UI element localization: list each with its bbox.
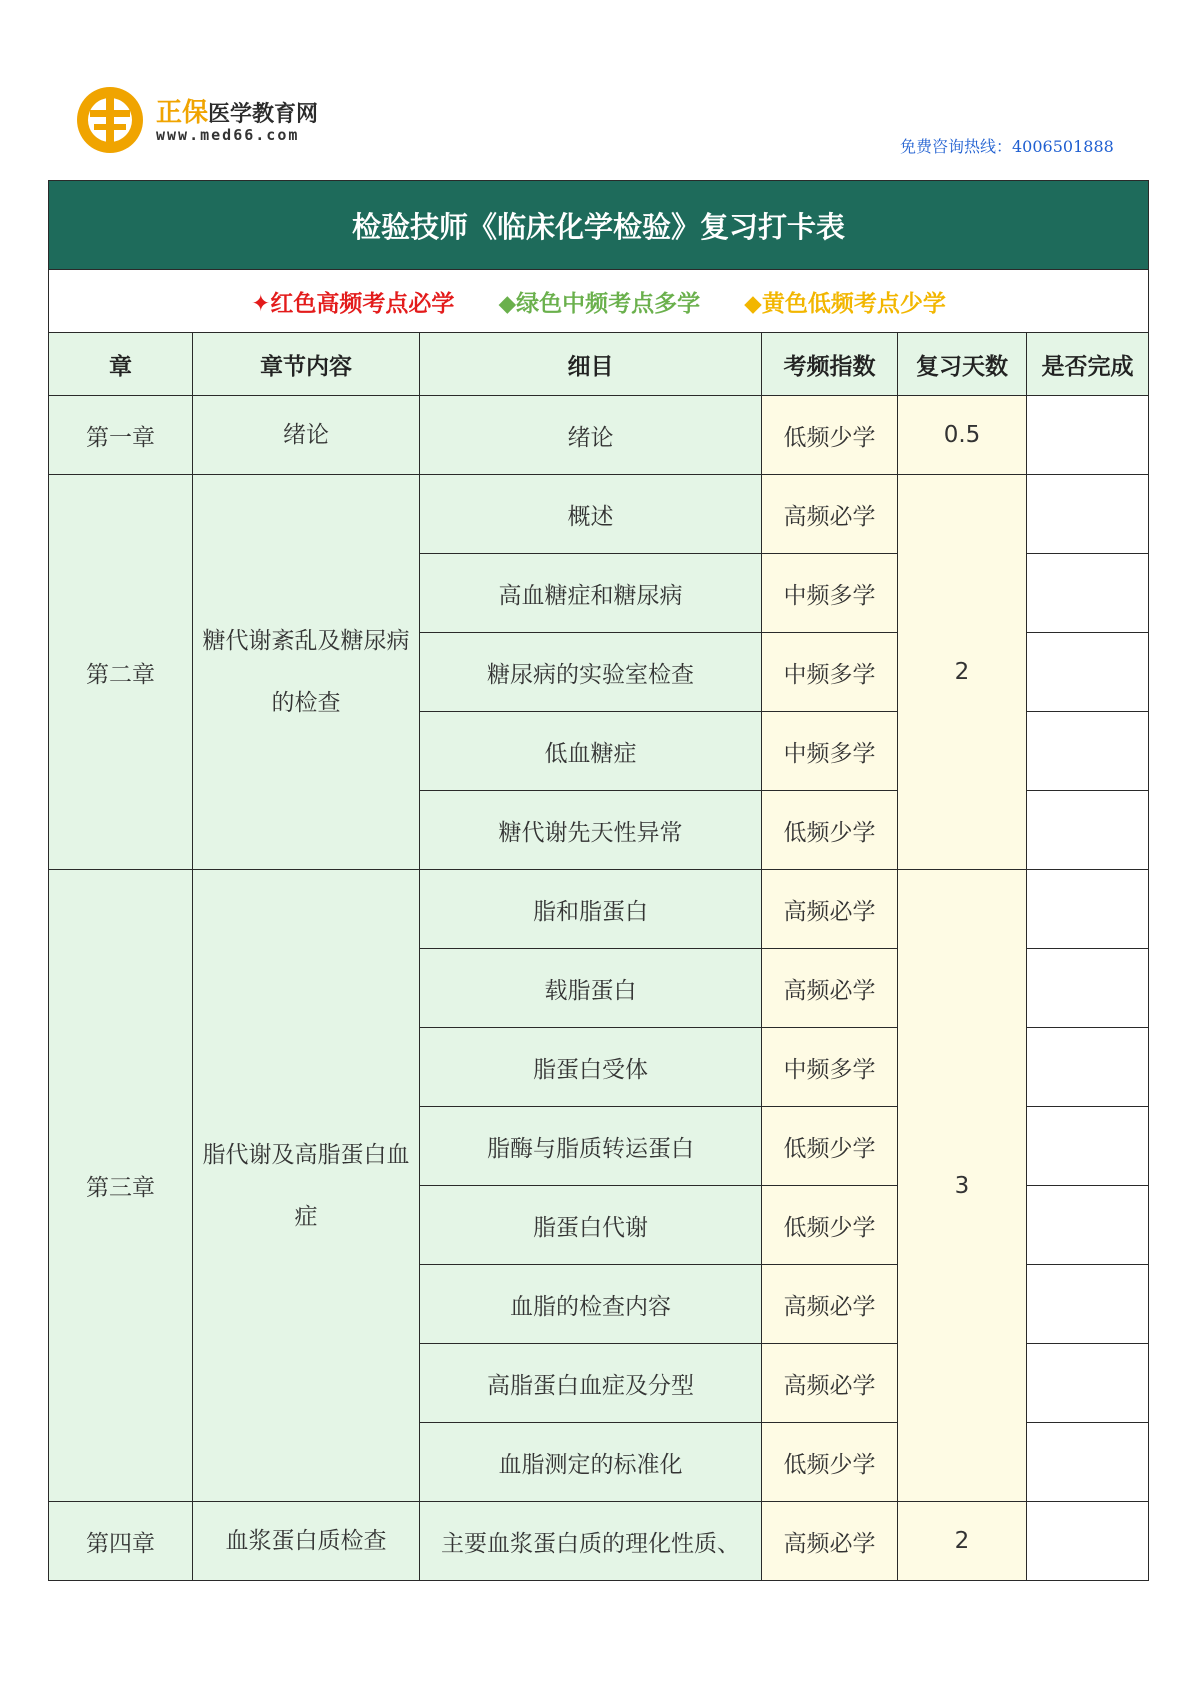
section-cell <box>193 870 420 1502</box>
detail-label: 糖代谢先天性异常 <box>498 819 683 846</box>
detail-cell <box>420 1265 762 1344</box>
detail-cell <box>420 1028 762 1107</box>
legend-high-frequency: ✦红色高频考点必学 <box>251 290 455 317</box>
detail-label: 脂蛋白代谢 <box>533 1214 648 1241</box>
chapter-cell: 第四章 <box>49 1502 193 1581</box>
frequency-cell: 高频必学 <box>762 475 898 554</box>
logo-brand: 正保 <box>156 98 209 128</box>
completion-checkbox-cell[interactable] <box>1027 1028 1149 1107</box>
logo-text <box>156 92 318 129</box>
detail-cell <box>420 1344 762 1423</box>
legend-row <box>49 270 1149 333</box>
completion-checkbox-cell[interactable] <box>1027 475 1149 554</box>
review-days-cell: 0.5 <box>898 396 1027 475</box>
detail-cell <box>420 633 762 712</box>
frequency-cell: 中频多学 <box>762 712 898 791</box>
detail-cell <box>420 949 762 1028</box>
hotline-text: 免费咨询热线：4006501888 <box>900 137 1114 156</box>
detail-cell <box>420 475 762 554</box>
brand-logo <box>76 86 376 156</box>
detail-label: 低血糖症 <box>544 740 637 767</box>
detail-label: 概述 <box>567 503 614 530</box>
table-row <box>49 870 1149 949</box>
detail-cell <box>420 870 762 949</box>
legend-cell <box>49 270 1149 333</box>
detail-label: 脂酶与脂质转运蛋白 <box>487 1135 694 1162</box>
frequency-cell: 高频必学 <box>762 1502 898 1581</box>
detail-cell <box>420 791 762 870</box>
completion-checkbox-cell[interactable] <box>1027 1107 1149 1186</box>
completion-checkbox-cell[interactable] <box>1027 1186 1149 1265</box>
col-header-detail: 细目 <box>420 333 762 396</box>
section-label: 绪论 <box>283 422 329 448</box>
completion-checkbox-cell[interactable] <box>1027 1265 1149 1344</box>
chapter-cell: 第三章 <box>49 870 193 1502</box>
chapter-cell: 第一章 <box>49 396 193 475</box>
detail-label: 血脂的检查内容 <box>510 1293 671 1320</box>
table-title-row <box>49 181 1149 270</box>
table-row <box>49 396 1149 475</box>
section-label: 糖代谢紊乱及糖尿病的检查 <box>202 628 410 716</box>
completion-checkbox-cell[interactable] <box>1027 1423 1149 1502</box>
legend-mid-frequency: ◆绿色中频考点多学 <box>498 290 701 317</box>
logo-url: www.med66.com <box>156 126 300 144</box>
table-row <box>49 1502 1149 1581</box>
review-checkin-table <box>48 180 1149 1581</box>
logo-name: 医学教育网 <box>208 102 319 127</box>
detail-cell <box>420 396 762 475</box>
detail-label: 脂和脂蛋白 <box>533 898 648 925</box>
column-header-row <box>49 333 1149 396</box>
section-cell <box>193 475 420 870</box>
col-header-chapter: 章 <box>49 333 193 396</box>
detail-label: 高血糖症和糖尿病 <box>498 582 683 609</box>
frequency-cell: 高频必学 <box>762 870 898 949</box>
logo-emblem-icon <box>76 86 144 154</box>
chapter-cell: 第二章 <box>49 475 193 870</box>
detail-label: 主要血浆蛋白质的理化性质、 <box>441 1530 740 1557</box>
completion-checkbox-cell[interactable] <box>1027 554 1149 633</box>
section-label: 血浆蛋白质检查 <box>225 1528 387 1554</box>
frequency-cell: 低频少学 <box>762 396 898 475</box>
detail-label: 血脂测定的标准化 <box>498 1451 683 1478</box>
frequency-cell: 低频少学 <box>762 1423 898 1502</box>
table-row <box>49 475 1149 554</box>
review-days-cell: 3 <box>898 870 1027 1502</box>
col-header-days: 复习天数 <box>898 333 1027 396</box>
review-days-cell: 2 <box>898 475 1027 870</box>
frequency-cell: 高频必学 <box>762 1344 898 1423</box>
frequency-cell: 中频多学 <box>762 633 898 712</box>
frequency-cell: 中频多学 <box>762 554 898 633</box>
frequency-cell: 低频少学 <box>762 1107 898 1186</box>
completion-checkbox-cell[interactable] <box>1027 712 1149 791</box>
detail-label: 脂蛋白受体 <box>533 1056 648 1083</box>
review-days-cell: 2 <box>898 1502 1027 1581</box>
frequency-cell: 低频少学 <box>762 1186 898 1265</box>
completion-checkbox-cell[interactable] <box>1027 396 1149 475</box>
col-header-section: 章节内容 <box>193 333 420 396</box>
detail-label: 载脂蛋白 <box>544 977 637 1004</box>
detail-cell <box>420 1423 762 1502</box>
detail-label: 糖尿病的实验室检查 <box>487 661 694 688</box>
section-cell <box>193 396 420 475</box>
frequency-cell: 低频少学 <box>762 791 898 870</box>
detail-label: 绪论 <box>567 424 614 451</box>
completion-checkbox-cell[interactable] <box>1027 870 1149 949</box>
section-label: 脂代谢及高脂蛋白血症 <box>202 1141 410 1230</box>
section-cell <box>193 1502 420 1581</box>
completion-checkbox-cell[interactable] <box>1027 1502 1149 1581</box>
frequency-cell: 高频必学 <box>762 1265 898 1344</box>
detail-cell <box>420 1107 762 1186</box>
detail-cell <box>420 712 762 791</box>
frequency-cell: 中频多学 <box>762 1028 898 1107</box>
legend-low-frequency: ◆黄色低频考点少学 <box>744 290 946 317</box>
col-header-frequency: 考频指数 <box>762 333 898 396</box>
completion-checkbox-cell[interactable] <box>1027 949 1149 1028</box>
completion-checkbox-cell[interactable] <box>1027 1344 1149 1423</box>
col-header-done: 是否完成 <box>1027 333 1149 396</box>
completion-checkbox-cell[interactable] <box>1027 791 1149 870</box>
table-title: 检验技师《临床化学检验》复习打卡表 <box>49 181 1149 270</box>
detail-cell <box>420 1186 762 1265</box>
completion-checkbox-cell[interactable] <box>1027 633 1149 712</box>
detail-cell <box>420 554 762 633</box>
detail-cell <box>420 1502 762 1581</box>
frequency-cell: 高频必学 <box>762 949 898 1028</box>
detail-label: 高脂蛋白血症及分型 <box>487 1372 694 1399</box>
